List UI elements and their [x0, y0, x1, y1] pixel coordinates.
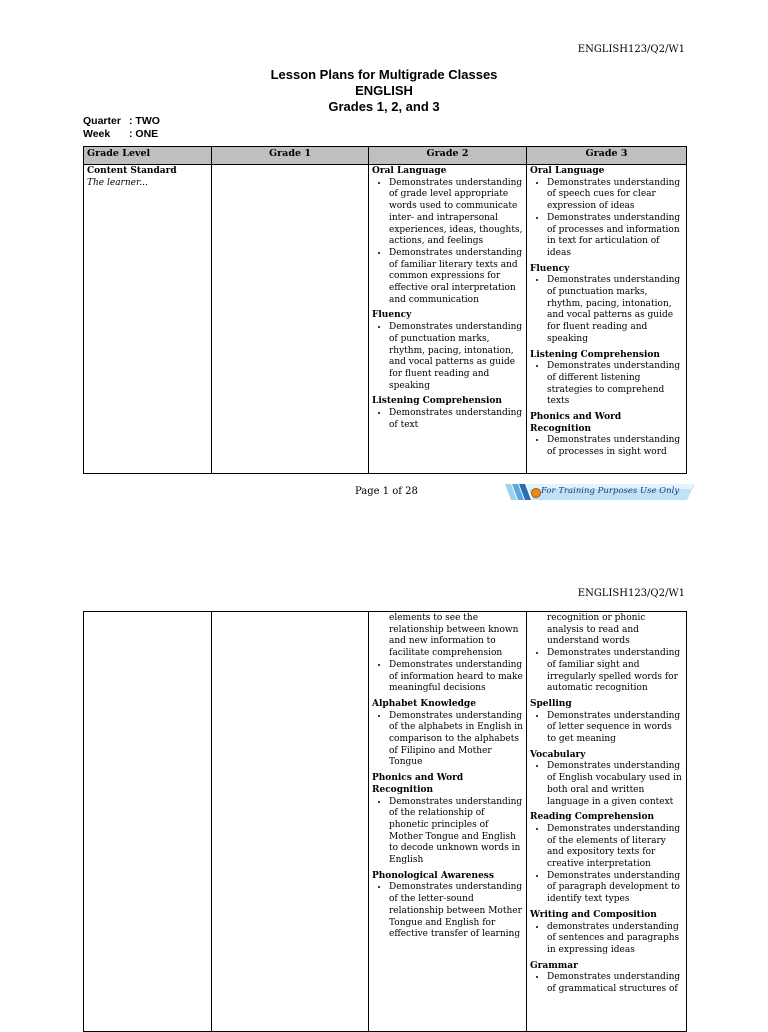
- document-title: Lesson Plans for Multigrade Classes: [270, 67, 498, 82]
- section-heading: Vocabulary: [530, 749, 586, 760]
- bullet-list: [372, 178, 523, 307]
- list-item: • Demonstrates understanding of paragraph development to identify text types: [547, 871, 683, 906]
- row-label-cell: [84, 165, 212, 474]
- list-item: • Demonstrates understanding of the relationship of phonetic principles of Mother Tongue and English to decode unknown words in English: [389, 797, 523, 867]
- list-item: • Demonstrates understanding of processes in sight word: [547, 435, 683, 458]
- section-heading: Fluency: [372, 310, 412, 321]
- section-heading: Spelling: [530, 698, 572, 709]
- grade-3-cell: [527, 612, 687, 1032]
- table-row: [84, 165, 687, 474]
- page-number: Page 1 of 28: [355, 486, 418, 497]
- list-item: • Demonstrates understanding of grade level appropriate words used to communicate inter- and intrapersonal experiences, ideas, thoughts, actions, and feelings: [389, 178, 523, 248]
- grade-3-cell: [527, 165, 687, 474]
- week-line: [83, 128, 158, 141]
- header-grade-3: Grade 3: [527, 147, 687, 165]
- grade-1-cell: [212, 612, 369, 1032]
- section-heading: Listening Comprehension: [530, 349, 660, 360]
- table-header-row: [84, 147, 687, 165]
- list-item: • Demonstrates understanding of speech cues for clear expression of ideas: [547, 178, 683, 213]
- list-item: • Demonstrates understanding of the alphabets in English in comparison to the alphabets of Filipino and Mother Tongue: [389, 711, 523, 770]
- document-page-2: [0, 548, 768, 1024]
- row-label-cell: [84, 612, 212, 1032]
- section-heading: Reading Comprehension: [530, 812, 655, 823]
- grade-2-cell: [369, 612, 527, 1032]
- bullet-list: [530, 711, 683, 746]
- grade-1-cell: [212, 165, 369, 474]
- training-banner-text: For Training Purposes Use Only: [541, 486, 680, 496]
- bullet-list: [372, 408, 523, 431]
- list-item: • Demonstrates understanding of English vocabulary used in both oral and written language in a given context: [547, 761, 683, 808]
- bullet-list: [372, 322, 523, 392]
- header-grade-1: Grade 1: [212, 147, 369, 165]
- section-heading: Oral Language: [372, 166, 447, 176]
- list-item: • Demonstrates understanding of letter sequence in words to get meaning: [547, 711, 683, 746]
- list-item: • Demonstrates understanding of punctuation marks, rhythm, pacing, intonation, and vocal patterns as guide for fluent reading and speaking: [389, 322, 523, 392]
- lesson-plan-table-continued: [83, 611, 687, 1032]
- grades-title: Grades 1, 2, and 3: [328, 99, 440, 114]
- quarter-label: Quarter: [83, 115, 121, 127]
- document-code: ENGLISH123/Q2/W1: [577, 588, 685, 599]
- list-item: • Demonstrates understanding of processes and information in text for articulation of ideas: [547, 213, 683, 260]
- list-item: • Demonstrates understanding of grammatical structures of: [547, 972, 683, 995]
- bullet-list: [530, 361, 683, 408]
- bullet-list: [530, 435, 683, 458]
- list-item: • Demonstrates understanding of information heard to make meaningful decisions: [389, 660, 523, 695]
- list-item: elements to see the relationship between known and new information to facilitate comprehension: [389, 613, 519, 659]
- section-heading: Writing and Composition: [530, 909, 657, 920]
- quarter-value: : TWO: [129, 115, 160, 127]
- week-label: Week: [83, 128, 111, 140]
- bullet-list: [530, 922, 683, 957]
- bullet-list: [530, 761, 683, 808]
- section-heading: Fluency: [530, 263, 570, 274]
- bullet-list: [530, 613, 683, 695]
- list-item: • Demonstrates understanding of familiar literary texts and common expressions for effective oral interpretation and communication: [389, 248, 523, 307]
- bullet-list: [372, 711, 523, 770]
- section-heading: Phonics and Word Recognition: [530, 412, 622, 434]
- section-heading: Alphabet Knowledge: [372, 698, 476, 709]
- bullet-list: [372, 613, 523, 695]
- list-item: • Demonstrates understanding of the elements of literary and expository texts for creative interpretation: [547, 824, 683, 871]
- bullet-list: [530, 178, 683, 260]
- list-item: • Demonstrates understanding of the letter-sound relationship between Mother Tongue and English for effective transfer of learning: [389, 882, 523, 941]
- lesson-plan-table: [83, 146, 687, 474]
- week-value: : ONE: [129, 128, 159, 140]
- list-item: • Demonstrates understanding of familiar sight and irregularly spelled words for automatic recognition: [547, 648, 683, 695]
- quarter-line: [83, 115, 160, 128]
- bullet-list: [372, 797, 523, 867]
- banner-badge-icon: [531, 488, 541, 498]
- learner-label: The learner...: [87, 177, 148, 188]
- header-grade-level: Grade Level: [84, 147, 212, 165]
- list-item: • Demonstrates understanding of punctuation marks, rhythm, pacing, intonation, and vocal patterns as guide for fluent reading and speaking: [547, 275, 683, 345]
- bullet-list: [530, 275, 683, 345]
- grade-2-cell: [369, 165, 527, 474]
- list-item: • Demonstrates understanding of different listening strategies to comprehend texts: [547, 361, 683, 408]
- subject-title: ENGLISH: [355, 83, 413, 98]
- section-heading: Listening Comprehension: [372, 396, 502, 407]
- bullet-list: [530, 972, 683, 995]
- document-page-1: [0, 0, 768, 512]
- header-grade-2: Grade 2: [369, 147, 527, 165]
- document-code: ENGLISH123/Q2/W1: [577, 44, 685, 55]
- content-standard-label: Content Standard: [87, 166, 177, 176]
- section-heading: Phonological Awareness: [372, 870, 494, 881]
- section-heading: Oral Language: [530, 166, 605, 176]
- section-heading: Phonics and Word Recognition: [372, 773, 464, 795]
- table-row: [84, 612, 687, 1032]
- list-item: recognition or phonic analysis to read and understand words: [547, 613, 646, 647]
- bullet-list: [372, 882, 523, 941]
- bullet-list: [530, 824, 683, 906]
- list-item: • Demonstrates understanding of text: [389, 408, 523, 431]
- list-item: • demonstrates understanding of sentences and paragraphs in expressing ideas: [547, 922, 683, 957]
- section-heading: Grammar: [530, 960, 578, 971]
